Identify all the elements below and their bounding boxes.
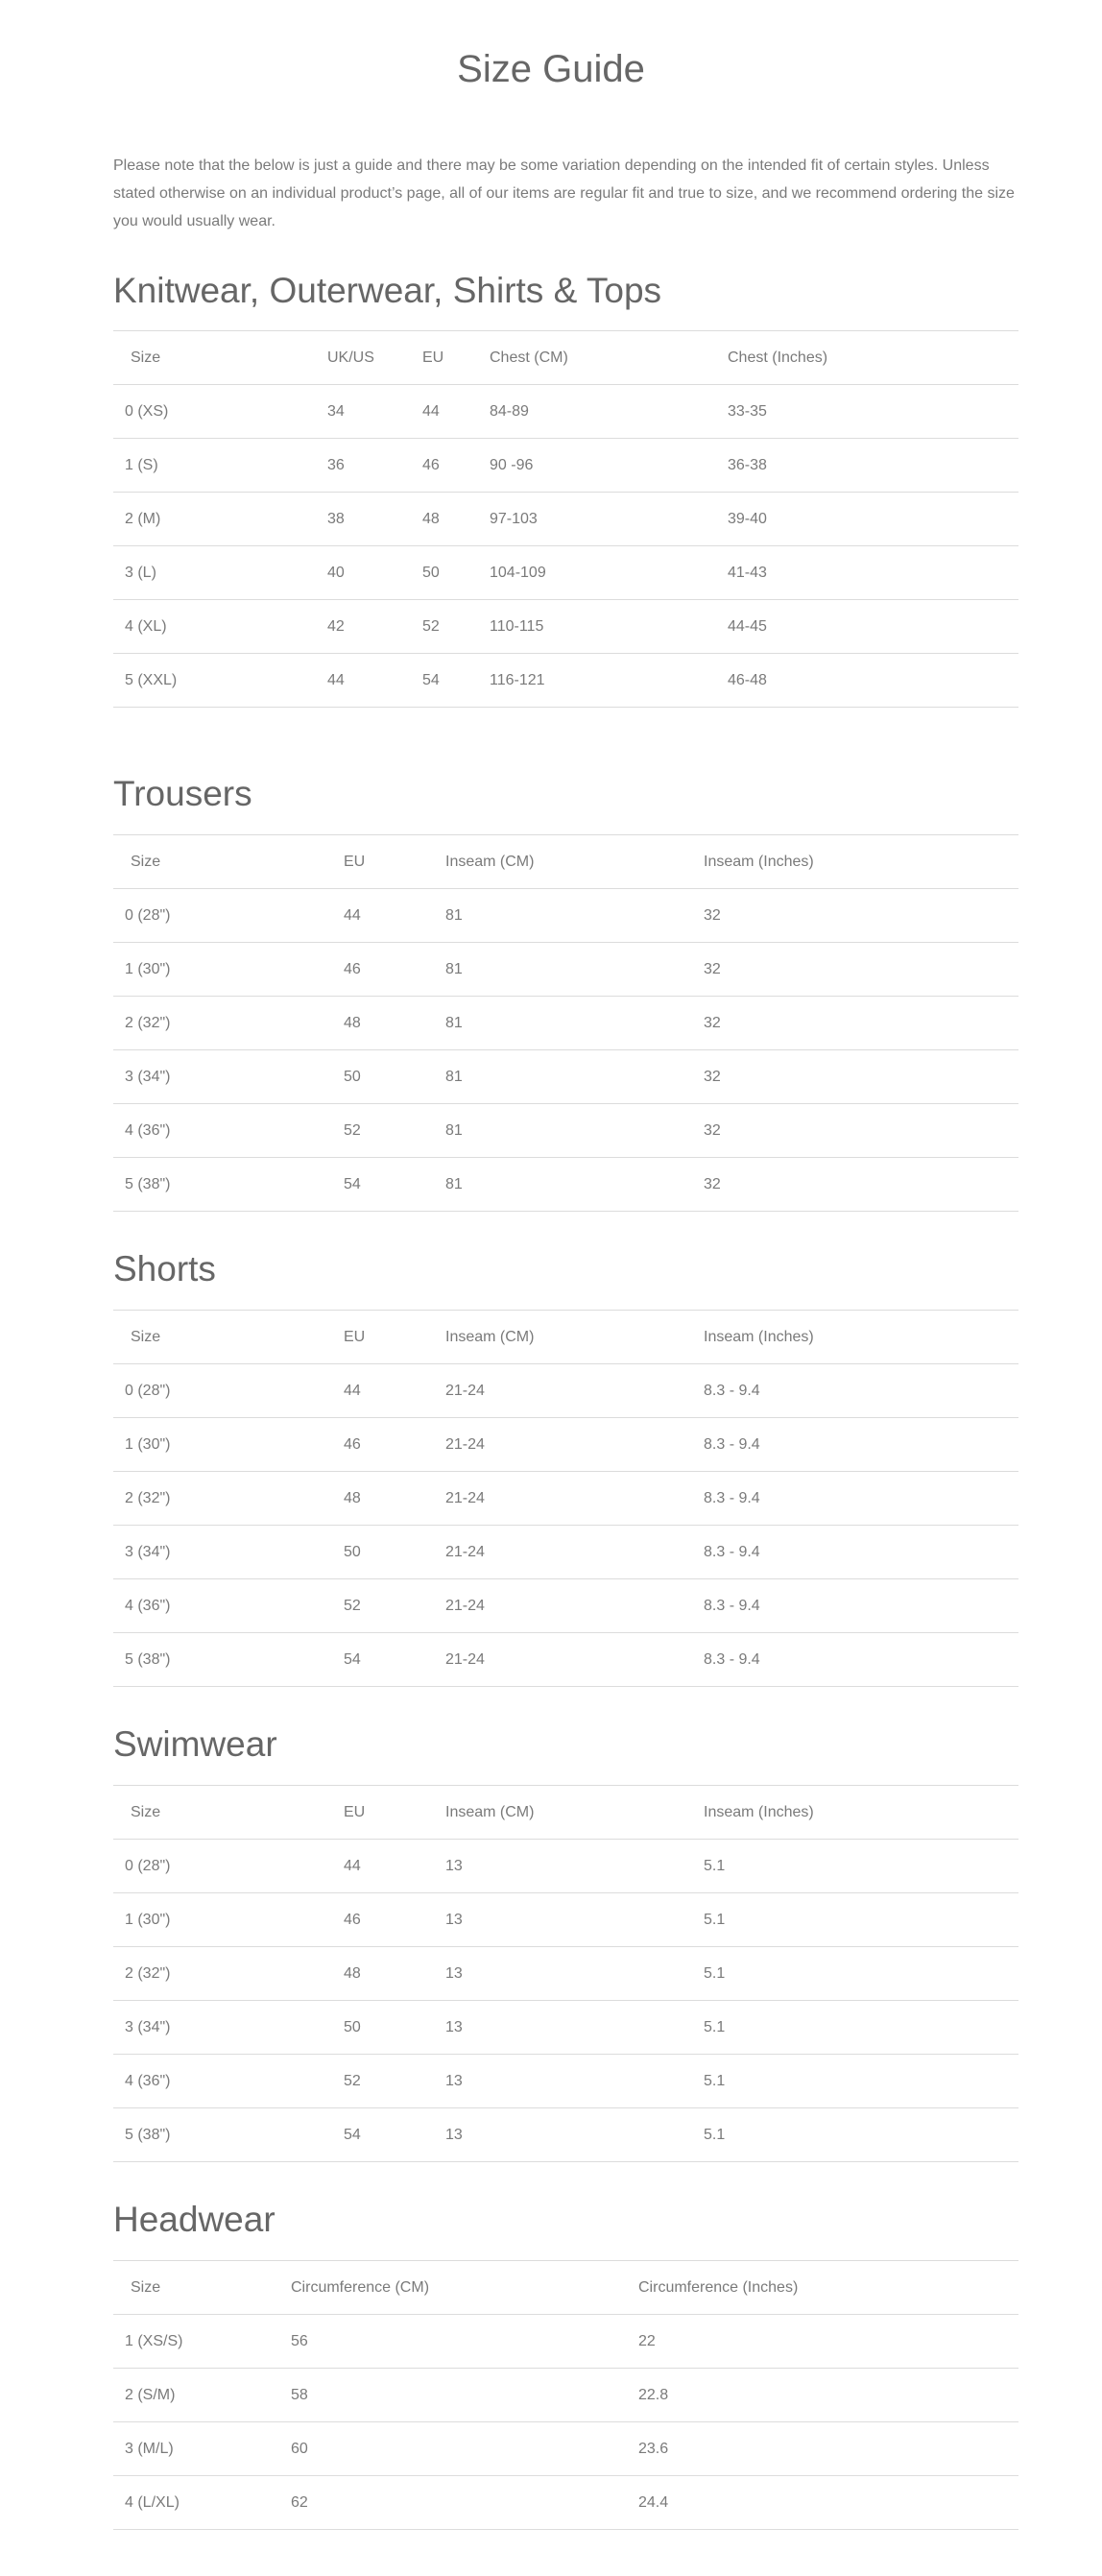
- table-row: [113, 889, 1018, 943]
- table-cell: 32: [704, 943, 1018, 997]
- table-row: [113, 1158, 1018, 1212]
- table-cell: 50: [344, 1050, 445, 1104]
- table-cell: 5.1: [704, 2108, 1018, 2162]
- section-heading-shorts: Shorts: [113, 1249, 216, 1288]
- table-cell: 32: [704, 889, 1018, 943]
- table-cell: 50: [422, 546, 490, 600]
- table-header-row: [113, 2261, 1018, 2315]
- column-header: Size: [113, 1786, 344, 1840]
- table-row: [113, 2422, 1018, 2476]
- table-row: [113, 2108, 1018, 2162]
- table-cell: 54: [344, 2108, 445, 2162]
- table-cell: 4 (L/XL): [113, 2476, 291, 2530]
- table-cell: 5 (38"): [113, 2108, 344, 2162]
- column-header: Chest (Inches): [728, 331, 1018, 385]
- section-heading-headwear: Headwear: [113, 2200, 276, 2239]
- table-cell: 32: [704, 1158, 1018, 1212]
- table-row: [113, 1104, 1018, 1158]
- table-cell: 46: [422, 439, 490, 493]
- table-cell: 116-121: [490, 654, 728, 708]
- table-cell: 81: [445, 889, 704, 943]
- table-cell: 48: [422, 493, 490, 546]
- table-cell: 54: [344, 1633, 445, 1687]
- column-header: Inseam (CM): [445, 1786, 704, 1840]
- table-cell: 81: [445, 943, 704, 997]
- table-cell: 5.1: [704, 2001, 1018, 2055]
- table-cell: 4 (36"): [113, 2055, 344, 2108]
- table-cell: 42: [327, 600, 422, 654]
- table-cell: 23.6: [638, 2422, 1018, 2476]
- table-cell: 21-24: [445, 1418, 704, 1472]
- size-table-trousers: [113, 834, 1018, 1212]
- table-row: [113, 385, 1018, 439]
- table-cell: 2 (32"): [113, 1947, 344, 2001]
- column-header: Size: [113, 2261, 291, 2315]
- table-cell: 5.1: [704, 2055, 1018, 2108]
- table-row: [113, 546, 1018, 600]
- column-header: EU: [344, 835, 445, 889]
- table-cell: 32: [704, 1050, 1018, 1104]
- table-cell: 8.3 - 9.4: [704, 1526, 1018, 1579]
- table-cell: 44: [344, 889, 445, 943]
- table-cell: 52: [344, 2055, 445, 2108]
- table-cell: 3 (34"): [113, 1050, 344, 1104]
- table-header-row: [113, 331, 1018, 385]
- table-row: [113, 1418, 1018, 1472]
- table-cell: 8.3 - 9.4: [704, 1579, 1018, 1633]
- size-table-shorts: [113, 1310, 1018, 1687]
- table-cell: 32: [704, 997, 1018, 1050]
- column-header: UK/US: [327, 331, 422, 385]
- table-cell: 97-103: [490, 493, 728, 546]
- column-header: Circumference (CM): [291, 2261, 638, 2315]
- table-cell: 13: [445, 1947, 704, 2001]
- size-table-headwear: [113, 2260, 1018, 2530]
- column-header: Inseam (CM): [445, 835, 704, 889]
- table-cell: 60: [291, 2422, 638, 2476]
- table-cell: 5.1: [704, 1947, 1018, 2001]
- table-cell: 34: [327, 385, 422, 439]
- section-heading-trousers: Trousers: [113, 774, 252, 813]
- table-cell: 1 (S): [113, 439, 327, 493]
- table-cell: 110-115: [490, 600, 728, 654]
- table-cell: 58: [291, 2369, 638, 2422]
- size-table-knitwear: [113, 330, 1018, 708]
- column-header: Size: [113, 1311, 344, 1364]
- table-row: [113, 1526, 1018, 1579]
- table-cell: 1 (30"): [113, 943, 344, 997]
- table-cell: 1 (30"): [113, 1893, 344, 1947]
- table-cell: 22.8: [638, 2369, 1018, 2422]
- table-cell: 5 (38"): [113, 1633, 344, 1687]
- table-row: [113, 654, 1018, 708]
- table-row: [113, 2369, 1018, 2422]
- column-header: Size: [113, 835, 344, 889]
- table-cell: 5 (38"): [113, 1158, 344, 1212]
- table-row: [113, 2055, 1018, 2108]
- table-cell: 3 (34"): [113, 2001, 344, 2055]
- table-cell: 50: [344, 2001, 445, 2055]
- table-cell: 21-24: [445, 1633, 704, 1687]
- table-cell: 0 (28"): [113, 1840, 344, 1893]
- page-title: Size Guide: [457, 48, 645, 90]
- table-cell: 81: [445, 1104, 704, 1158]
- table-cell: 54: [422, 654, 490, 708]
- table-cell: 4 (36"): [113, 1579, 344, 1633]
- table-cell: 52: [422, 600, 490, 654]
- table-cell: 54: [344, 1158, 445, 1212]
- table-cell: 46: [344, 1893, 445, 1947]
- table-cell: 2 (S/M): [113, 2369, 291, 2422]
- table-cell: 81: [445, 1158, 704, 1212]
- table-header-row: [113, 835, 1018, 889]
- size-table-swimwear: [113, 1785, 1018, 2162]
- table-cell: 1 (XS/S): [113, 2315, 291, 2369]
- table-cell: 5 (XXL): [113, 654, 327, 708]
- column-header: Inseam (Inches): [704, 1311, 1018, 1364]
- section-heading-swimwear: Swimwear: [113, 1724, 277, 1764]
- table-cell: 21-24: [445, 1526, 704, 1579]
- table-cell: 13: [445, 1840, 704, 1893]
- table-cell: 3 (L): [113, 546, 327, 600]
- column-header: Chest (CM): [490, 331, 728, 385]
- table-cell: 36-38: [728, 439, 1018, 493]
- column-header: Inseam (CM): [445, 1311, 704, 1364]
- table-row: [113, 600, 1018, 654]
- table-cell: 0 (28"): [113, 1364, 344, 1418]
- table-cell: 48: [344, 1947, 445, 2001]
- table-row: [113, 1050, 1018, 1104]
- table-cell: 0 (XS): [113, 385, 327, 439]
- table-cell: 21-24: [445, 1472, 704, 1526]
- table-cell: 22: [638, 2315, 1018, 2369]
- column-header: EU: [344, 1311, 445, 1364]
- table-cell: 21-24: [445, 1579, 704, 1633]
- table-row: [113, 493, 1018, 546]
- table-cell: 44: [344, 1840, 445, 1893]
- column-header: Inseam (Inches): [704, 1786, 1018, 1840]
- table-cell: 90 -96: [490, 439, 728, 493]
- table-cell: 81: [445, 997, 704, 1050]
- table-cell: 8.3 - 9.4: [704, 1633, 1018, 1687]
- table-cell: 56: [291, 2315, 638, 2369]
- table-row: [113, 1633, 1018, 1687]
- table-cell: 13: [445, 2055, 704, 2108]
- column-header: Circumference (Inches): [638, 2261, 1018, 2315]
- table-cell: 81: [445, 1050, 704, 1104]
- table-cell: 46-48: [728, 654, 1018, 708]
- table-cell: 44: [344, 1364, 445, 1418]
- table-row: [113, 2001, 1018, 2055]
- table-cell: 46: [344, 1418, 445, 1472]
- table-cell: 33-35: [728, 385, 1018, 439]
- table-row: [113, 2476, 1018, 2530]
- table-cell: 2 (M): [113, 493, 327, 546]
- table-cell: 8.3 - 9.4: [704, 1364, 1018, 1418]
- table-cell: 104-109: [490, 546, 728, 600]
- table-row: [113, 2315, 1018, 2369]
- table-row: [113, 1947, 1018, 2001]
- table-cell: 48: [344, 1472, 445, 1526]
- table-cell: 5.1: [704, 1893, 1018, 1947]
- table-cell: 44: [422, 385, 490, 439]
- table-cell: 50: [344, 1526, 445, 1579]
- table-cell: 44-45: [728, 600, 1018, 654]
- table-cell: 1 (30"): [113, 1418, 344, 1472]
- table-row: [113, 1840, 1018, 1893]
- table-cell: 38: [327, 493, 422, 546]
- table-cell: 41-43: [728, 546, 1018, 600]
- section-heading-knitwear: Knitwear, Outerwear, Shirts & Tops: [113, 271, 662, 310]
- table-cell: 0 (28"): [113, 889, 344, 943]
- table-row: [113, 1579, 1018, 1633]
- table-cell: 2 (32"): [113, 997, 344, 1050]
- table-cell: 2 (32"): [113, 1472, 344, 1526]
- table-cell: 46: [344, 943, 445, 997]
- table-header-row: [113, 1786, 1018, 1840]
- table-cell: 13: [445, 1893, 704, 1947]
- table-cell: 3 (34"): [113, 1526, 344, 1579]
- table-cell: 4 (36"): [113, 1104, 344, 1158]
- table-row: [113, 1893, 1018, 1947]
- table-cell: 8.3 - 9.4: [704, 1418, 1018, 1472]
- table-row: [113, 943, 1018, 997]
- table-cell: 5.1: [704, 1840, 1018, 1893]
- table-cell: 52: [344, 1104, 445, 1158]
- table-cell: 48: [344, 997, 445, 1050]
- table-cell: 4 (XL): [113, 600, 327, 654]
- table-row: [113, 997, 1018, 1050]
- table-cell: 52: [344, 1579, 445, 1633]
- table-row: [113, 1364, 1018, 1418]
- table-cell: 8.3 - 9.4: [704, 1472, 1018, 1526]
- column-header: EU: [344, 1786, 445, 1840]
- table-row: [113, 439, 1018, 493]
- table-cell: 36: [327, 439, 422, 493]
- table-cell: 40: [327, 546, 422, 600]
- column-header: Size: [113, 331, 327, 385]
- table-cell: 13: [445, 2001, 704, 2055]
- table-row: [113, 1472, 1018, 1526]
- table-cell: 62: [291, 2476, 638, 2530]
- column-header: Inseam (Inches): [704, 835, 1018, 889]
- table-header-row: [113, 1311, 1018, 1364]
- table-cell: 24.4: [638, 2476, 1018, 2530]
- table-cell: 21-24: [445, 1364, 704, 1418]
- intro-text: Please note that the below is just a guide and there may be some variation depending on the intended fit of certain styles. Unless stated otherwise on an individual product’s page, all of our items are regular fit and true to size, and we recommend ordering the size you would usually wear.: [113, 157, 1015, 229]
- column-header: EU: [422, 331, 490, 385]
- table-cell: 32: [704, 1104, 1018, 1158]
- table-cell: 44: [327, 654, 422, 708]
- table-cell: 39-40: [728, 493, 1018, 546]
- table-cell: 84-89: [490, 385, 728, 439]
- table-cell: 13: [445, 2108, 704, 2162]
- table-cell: 3 (M/L): [113, 2422, 291, 2476]
